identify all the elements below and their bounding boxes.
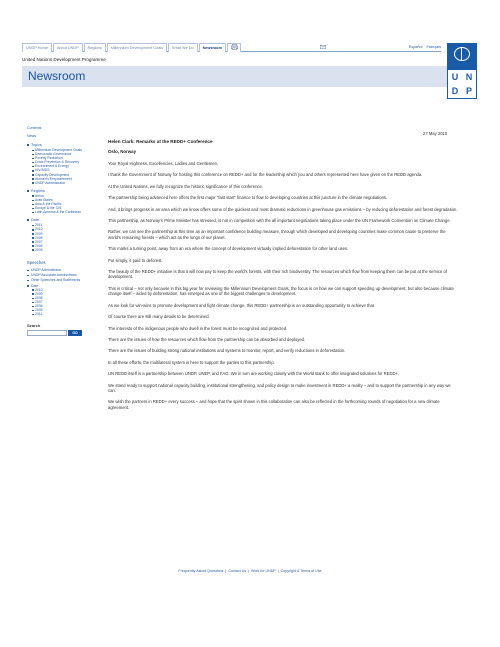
sidebar-item-speech-date[interactable]: Date: [27, 284, 85, 288]
sidebar-link-news[interactable]: News: [27, 134, 36, 138]
sidebar-speech-dates-list: [27, 288, 85, 317]
section-title: Newsroom: [28, 69, 86, 83]
footer-link-contact[interactable]: Contact Us: [228, 569, 247, 573]
section-banner: [22, 66, 447, 87]
article-paragraph: At the United Nations, we fully recognize the historic significance of this conference.: [108, 183, 264, 189]
article-paragraph: The beauty of the REDD+ initiative is that it will now pay to keep the world's forests, with their rich biodiversity. The resources which flow from keeping them can be put at the service of development.: [108, 269, 447, 280]
article-paragraph: I thank the Government of Norway for hosting this conference on REDD+ and for the leadership which you and others represented here have given on the REDD agenda.: [108, 172, 423, 178]
article: [108, 131, 463, 410]
search-go-button[interactable]: GO: [68, 330, 82, 336]
sidebar-item-year[interactable]: 2007: [32, 300, 85, 304]
sidebar-item-topic[interactable]: Capacity Development: [32, 173, 85, 177]
undp-logo[interactable]: [447, 43, 477, 99]
article-paragraph: Of course there are still many details to be determined.: [108, 314, 210, 320]
article-paragraph: And, it brings progress in an area which we know offers some of the quickest and most dramatic reductions in greenhouse gas emissions – by reducing deforestation and forest degradation.: [108, 206, 458, 212]
sidebar-item-year[interactable]: 2010: [32, 288, 85, 292]
logo-letter: N: [462, 70, 476, 84]
article-paragraph: In all these efforts, the multilateral system is here to support the parties to this partnership.: [108, 359, 275, 365]
article-paragraph: The interests of the indigenous people who dwell in the forest must be recognized and protected.: [108, 325, 288, 331]
nav-tab-undp-home[interactable]: UNDP Home: [22, 43, 52, 52]
search-label: Search: [27, 323, 41, 329]
article-paragraph: As we look for win-wins to promote development and fight climate change, this REDD+ partnership is an outstanding opportunity to achieve that.: [108, 302, 376, 308]
article-paragraph: UN REDD itself is a partnership between UNDP, UNEP, and FAO. We in turn are working closely with the World Bank to offer integrated solutions for REDD+.: [108, 371, 400, 377]
footer-link-work[interactable]: Work for UNDP: [251, 569, 276, 573]
nav-tab-regions[interactable]: Regions: [84, 43, 106, 52]
mail-icon[interactable]: [308, 45, 338, 50]
sidebar-regions-heading[interactable]: Regions: [27, 189, 85, 194]
sidebar-item-region[interactable]: Europe & the CIS: [32, 206, 85, 210]
sidebar-item-topic[interactable]: HIV/AIDS: [32, 168, 85, 172]
article-paragraph: We stand ready to support national capacity building, institutional strengthening, and policy design to make investment in REDD+ a reality – and to support the partnership in any way we can.: [108, 382, 451, 393]
article-date: 27 May 2010: [423, 131, 448, 136]
sidebar: [27, 126, 85, 336]
sidebar-speeches-heading[interactable]: Speeches: [27, 259, 46, 265]
sidebar-regions-list: [27, 194, 85, 214]
footer-link-faq[interactable]: Frequently Asked Questions: [178, 569, 224, 573]
sidebar-item-year[interactable]: 2005: [32, 248, 85, 252]
footer: [0, 569, 500, 573]
sidebar-item-year[interactable]: 2005: [32, 308, 85, 312]
sidebar-item-year[interactable]: 2010: [32, 227, 85, 231]
sidebar-item-region[interactable]: Africa: [32, 194, 85, 198]
nav-tab-what-we-do[interactable]: What We Do: [168, 43, 197, 52]
nav-tab-about-undp[interactable]: About UNDP: [53, 43, 83, 52]
un-emblem-icon: [454, 47, 470, 61]
sidebar-news-dates-list: [27, 223, 85, 252]
sidebar-date-heading[interactable]: Date: [27, 218, 85, 223]
sidebar-item-year[interactable]: 2006: [32, 304, 85, 308]
article-paragraph: The partnership being advanced here offers the first major "fast start" finance to flow to developing countries at this juncture in the climate negotiations.: [108, 195, 388, 201]
nav-tab-mdgs[interactable]: Millennium Development Goals: [107, 43, 168, 52]
sidebar-topics-heading[interactable]: Topics: [27, 143, 85, 148]
sidebar-item-topic[interactable]: Women's Empowerment: [32, 177, 85, 181]
top-navigation: [22, 43, 441, 52]
sidebar-item-topic[interactable]: UNDP Administrator: [32, 181, 85, 185]
sidebar-item-speech[interactable]: UNDP Administrator: [27, 268, 85, 272]
sidebar-item-year[interactable]: 2009: [32, 232, 85, 236]
sidebar-topics-list: [27, 148, 85, 185]
article-paragraph: This is critical – not only because in this big year for reviewing the Millennium Development Goals, the focus is on how we can support speeding up development, but also because climate change itself – aided by deforestation, has emerged as one of the biggest challenges to development.: [108, 285, 454, 297]
sidebar-item-region[interactable]: Latin America & the Caribbean: [32, 210, 85, 214]
search-form: [27, 330, 85, 336]
nav-tab-newsroom[interactable]: Newsroom: [199, 43, 226, 52]
article-title: Helen Clark: Remarks at the REDD+ Conference: [108, 139, 213, 144]
sidebar-item-year[interactable]: 2011: [32, 223, 85, 227]
article-paragraph: Put simply, it paid to deforest.: [108, 257, 163, 263]
org-name: United Nations Development Programme: [22, 57, 106, 62]
article-paragraph: Your Royal Highness, Excellencies, Ladies and Gentlemen,: [108, 161, 219, 166]
article-paragraph: There are the issues of building strong national institutions and systems to monitor, report, and verify reductions in deforestation.: [108, 348, 346, 354]
sidebar-item-region[interactable]: Asia & the Pacific: [32, 202, 85, 206]
footer-separator: |: [248, 569, 250, 573]
footer-separator: |: [277, 569, 279, 573]
sidebar-item-topic[interactable]: Poverty Reduction: [32, 156, 85, 160]
search-input[interactable]: [27, 330, 67, 336]
footer-separator: |: [225, 569, 227, 573]
article-body: [108, 161, 463, 410]
sidebar-speeches-list: [27, 268, 85, 288]
sidebar-item-topic[interactable]: Millennium Development Goals: [32, 148, 85, 152]
article-paragraph: This marks a turning point, away from an era where the concept of development virtually implied deforestation for other land uses.: [108, 246, 349, 252]
sidebar-item-year[interactable]: 2011: [32, 312, 85, 316]
sidebar-item-topic[interactable]: Democratic Governance: [32, 152, 85, 156]
sidebar-item-topic[interactable]: Crisis Prevention & Recovery: [32, 160, 85, 164]
article-paragraph: We wish the partners in REDD+ every success – and hope that the spirit shown in this collaboration can also be reflected in the forthcoming rounds of negotiation for a new climate agreement.: [108, 399, 440, 410]
sidebar-item-year[interactable]: 2007: [32, 240, 85, 244]
sidebar-item-speech[interactable]: UNDP Associate Administrator: [27, 273, 85, 277]
sidebar-item-topic[interactable]: Environment & Energy: [32, 164, 85, 168]
sidebar-link-contents[interactable]: Contents: [27, 126, 42, 130]
sidebar-item-year[interactable]: 2008: [32, 236, 85, 240]
logo-letter: P: [462, 84, 476, 98]
language-link-spanish[interactable]: Español: [408, 45, 423, 49]
footer-link-copyright[interactable]: Copyright & Terms of Use: [280, 569, 322, 573]
article-paragraph: Rather, we can see the partnership at this time as an important confidence building measure, through which developed and developing countries make common cause to preserve the world's remaining forests – which act as the lungs of our planet.: [108, 229, 446, 240]
logo-letter: D: [448, 84, 462, 98]
logo-letter: U: [448, 70, 462, 84]
print-icon[interactable]: [227, 43, 241, 52]
sidebar-item-speech[interactable]: Other Speeches and Statements: [27, 278, 85, 282]
sidebar-item-year[interactable]: 2008: [32, 296, 85, 300]
article-dateline: Oslo, Norway: [108, 149, 137, 154]
sidebar-item-year[interactable]: 2009: [32, 292, 85, 296]
language-link-french[interactable]: Français: [426, 45, 441, 49]
article-paragraph: This partnership, as Norway's Prime Minister has stressed, is not in competition with the all important negotiations taking place under the UN Framework Convention on Climate Change.: [108, 218, 451, 224]
sidebar-item-region[interactable]: Arab States: [32, 198, 85, 202]
sidebar-item-year[interactable]: 2006: [32, 244, 85, 248]
article-paragraph: There are the issues of how the resources which flow from the partnership can be absorbed and deployed.: [108, 336, 306, 342]
nav-tabs: [22, 43, 242, 52]
